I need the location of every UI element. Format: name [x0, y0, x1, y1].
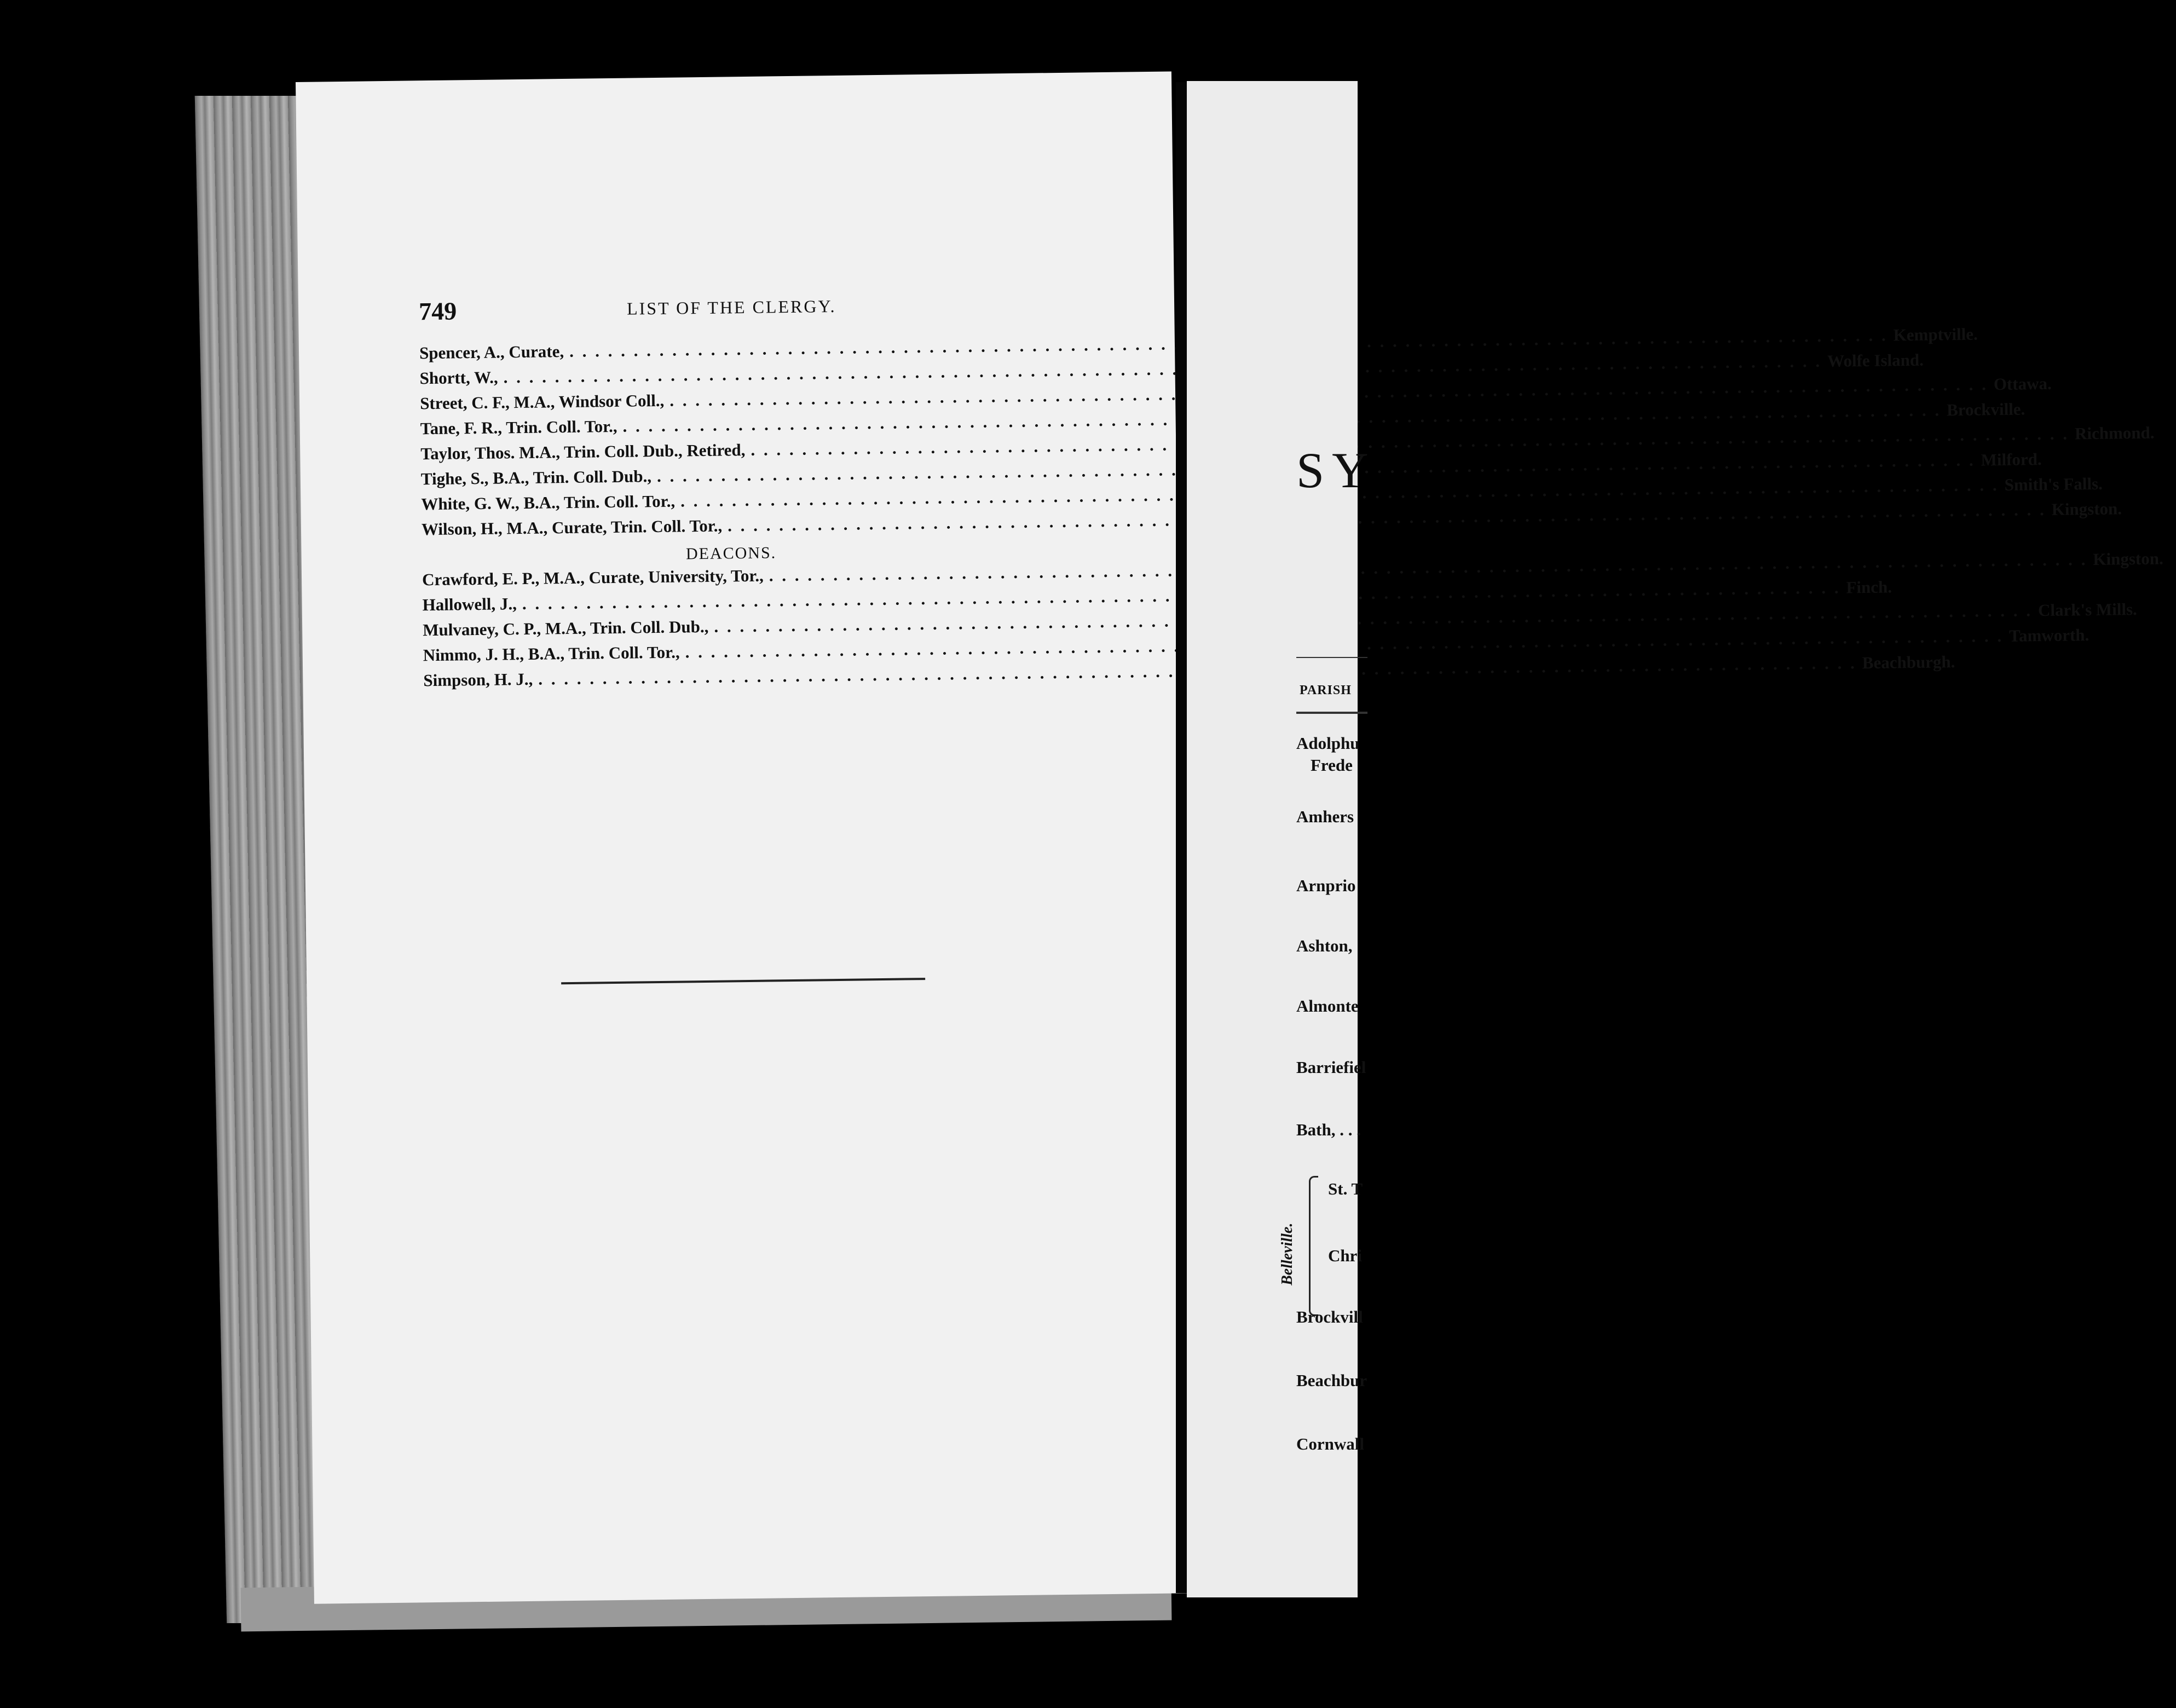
parish-name: Arnprio	[1296, 876, 1356, 895]
closing-rule	[561, 978, 925, 984]
facing-page	[1187, 81, 1376, 1597]
deacon-name: Crawford, E. P., M.A., Curate, University, Tor.,	[422, 566, 764, 590]
parish-name: St. T	[1328, 1179, 1363, 1198]
parish-name: Barriefiel	[1296, 1058, 1366, 1077]
clergy-place: Wolfe Island.	[1827, 350, 1924, 371]
table-head-rule	[1296, 712, 1367, 714]
column-head-parish: PARISH	[1300, 683, 1352, 697]
clergy-name: Wilson, H., M.A., Curate, Trin. Coll. Tor.,	[421, 516, 723, 539]
deacon-place: Beachburgh.	[1862, 652, 1955, 673]
table-top-rule	[1296, 657, 1367, 658]
parish-name: Ashton,	[1296, 936, 1353, 955]
parish-name: Bath, . . .	[1296, 1120, 1361, 1139]
deacon-name: Simpson, H. J.,	[423, 669, 533, 690]
belleville-label: Belleville.	[1279, 1222, 1296, 1285]
deacon-name: Hallowell, J.,	[422, 594, 517, 615]
page-number: 749	[418, 297, 457, 326]
clergy-name: Spencer, A., Curate,	[419, 342, 564, 363]
book-binding	[1176, 82, 1187, 1593]
clergy-name: Tighe, S., B.A., Trin. Coll. Dub.,	[420, 466, 652, 489]
deacons-heading: DEACONS.	[685, 544, 777, 563]
deacon-name: Nimmo, J. H., B.A., Trin. Coll. Tor.,	[423, 642, 680, 665]
clergy-place: Kemptville.	[1893, 324, 1978, 345]
deacon-name: Mulvaney, C. P., M.A., Trin. Coll. Dub.,	[423, 616, 709, 640]
deacon-place: Clark's Mills.	[2038, 599, 2138, 620]
clergy-place: Smith's Falls.	[2004, 474, 2103, 494]
clergy-name: Tane, F. R., Trin. Coll. Tor.,	[420, 416, 617, 438]
page-header	[419, 289, 1060, 335]
clergy-place: Milford.	[1981, 449, 2042, 470]
parish-name: Beachbur	[1296, 1371, 1367, 1390]
parish-name: Amhers	[1296, 807, 1354, 826]
deacon-place: Finch.	[1846, 577, 1892, 597]
clergy-name: Shortt, W.,	[419, 367, 498, 388]
parish-name: Almonte	[1296, 996, 1359, 1015]
deacon-place: Tamworth.	[2008, 625, 2090, 645]
parish-name: Chri	[1328, 1246, 1362, 1265]
clergy-name: Street, C. F., M.A., Windsor Coll.,	[419, 390, 665, 413]
clergy-name: White, G. W., B.A., Trin. Coll. Tor.,	[421, 491, 676, 514]
deacon-place: Kingston.	[2093, 549, 2163, 569]
parish-name: Cornwall	[1296, 1434, 1364, 1453]
clergy-place: Brockville.	[1946, 399, 2025, 420]
running-title: LIST OF THE CLERGY.	[626, 296, 836, 319]
clergy-place: Ottawa.	[1993, 373, 2052, 394]
parish-name: Brockvill	[1296, 1307, 1363, 1326]
facing-page-title: SY	[1296, 442, 1376, 498]
clergy-place: Kingston.	[2051, 499, 2122, 519]
clergy-place: Richmond.	[2074, 423, 2155, 443]
brace	[1309, 1176, 1318, 1316]
parish-name: Adolphu	[1296, 734, 1360, 753]
clergy-name: Taylor, Thos. M.A., Trin. Coll. Dub., Retired,	[420, 440, 746, 464]
parish-name: Frede	[1311, 755, 1353, 775]
